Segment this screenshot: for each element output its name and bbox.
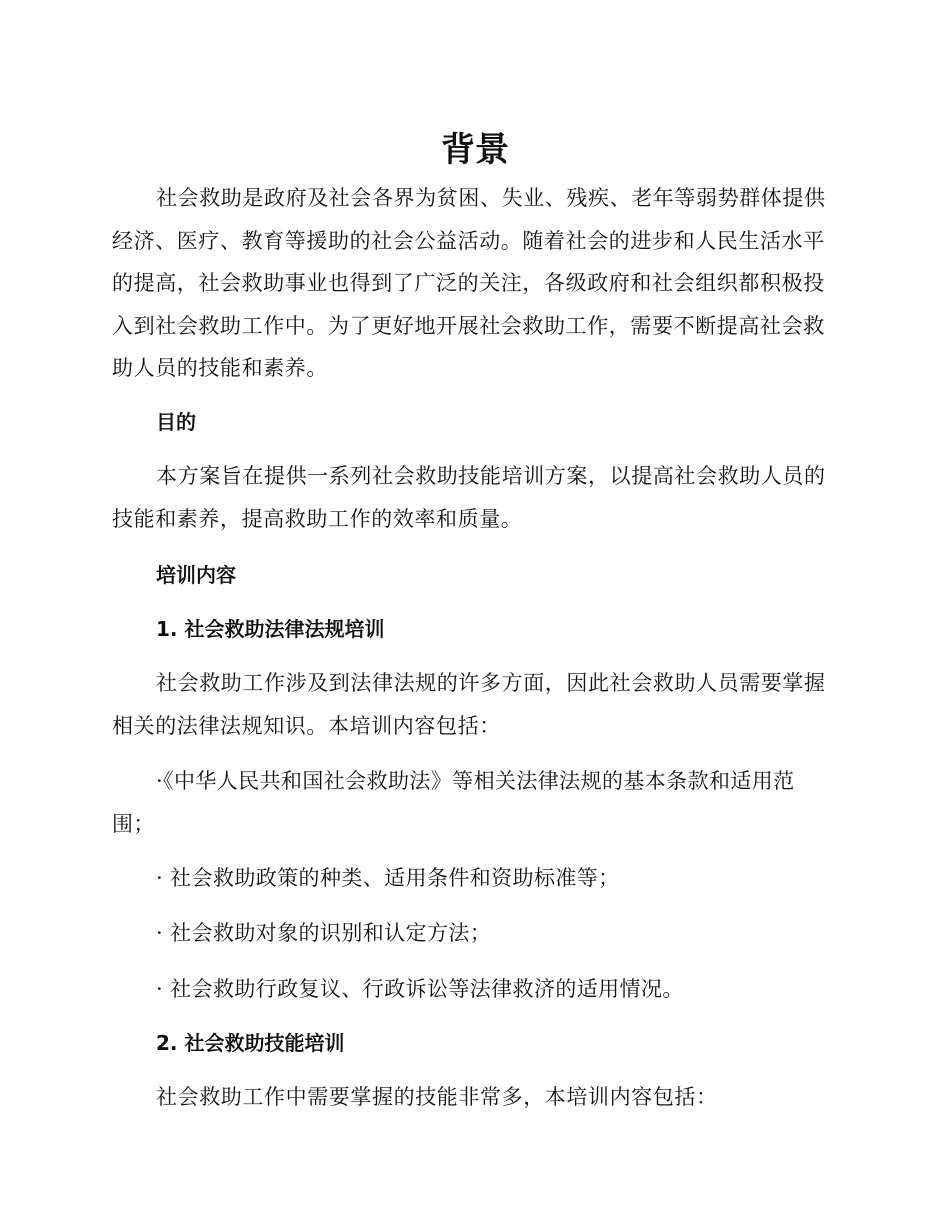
skill-intro-paragraph: 社会救助工作中需要掌握的技能非常多，本培训内容包括： (156, 1085, 718, 1109)
content-heading: 培训内容 (156, 563, 236, 587)
document-title: 背景 (441, 130, 509, 170)
purpose-paragraph: 本方案旨在提供一系列社会救助技能培训方案，以提高社会救助人员的技能和素养，提高救助工作的效率和质量。 (112, 464, 826, 531)
section1-heading: 1. 社会救助法律法规培训 (156, 617, 385, 641)
purpose-heading: 目的 (156, 410, 196, 434)
law-item-1: ·《中华人民共和国社会救助法》等相关法律法规的基本条款和适用范围； (112, 769, 795, 836)
background-paragraph: 社会救助是政府及社会各界为贫困、失业、残疾、老年等弱势群体提供经济、医疗、教育等援助的社会公益活动。随着社会的进步和人民生活水平的提高，社会救助事业也得到了广泛的关注，各级政府和社会组织都积极投入到社会救助工作中。为了更好地开展社会救助工作，需要不断提高社会救助人员的技能和素养。 (112, 186, 826, 380)
law-intro-paragraph: 社会救助工作涉及到法律法规的许多方面，因此社会救助人员需要掌握相关的法律法规知识。本培训内容包括： (112, 671, 826, 738)
section2-heading: 2. 社会救助技能培训 (156, 1031, 345, 1055)
law-item-3: · 社会救助对象的识别和认定方法； (156, 921, 492, 945)
law-item-4: · 社会救助行政复议、行政诉讼等法律救济的适用情况。 (156, 977, 684, 1001)
law-item-2: · 社会救助政策的种类、适用条件和资助标准等； (156, 866, 620, 890)
